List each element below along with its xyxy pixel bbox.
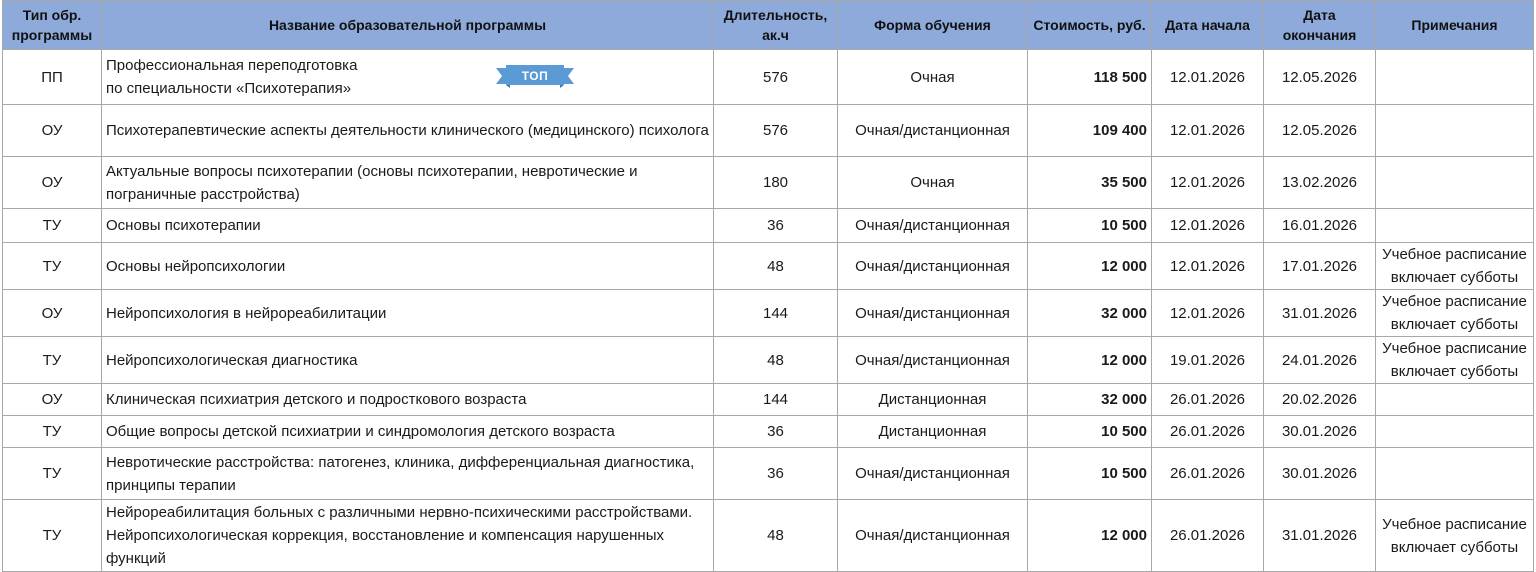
top-badge bbox=[496, 63, 574, 89]
program-name-cell bbox=[102, 50, 714, 105]
header-notes: Примечания bbox=[1376, 1, 1534, 50]
program-end-date: 30.01.2026 bbox=[1264, 416, 1376, 448]
program-start-date: 12.01.2026 bbox=[1152, 50, 1264, 105]
program-start-date: 12.01.2026 bbox=[1152, 209, 1264, 243]
program-price: 12 000 bbox=[1028, 243, 1152, 290]
program-price: 10 500 bbox=[1028, 416, 1152, 448]
program-note bbox=[1376, 290, 1534, 337]
program-form: Очная/дистанционная bbox=[838, 105, 1028, 157]
program-price: 10 500 bbox=[1028, 448, 1152, 500]
header-hours: Длительность, ак.ч bbox=[714, 1, 838, 50]
program-name: Клиническая психиатрия детского и подросткового возраста bbox=[102, 384, 714, 416]
program-name: Общие вопросы детской психиатрии и синдромология детского возраста bbox=[102, 416, 714, 448]
program-form: Дистанционная bbox=[838, 416, 1028, 448]
program-end-date: 30.01.2026 bbox=[1264, 448, 1376, 500]
program-name: Психотерапевтические аспекты деятельности клинического (медицинского) психолога bbox=[102, 105, 714, 157]
program-end-date: 13.02.2026 bbox=[1264, 157, 1376, 209]
table-row bbox=[3, 448, 1534, 500]
program-note-line: Учебное расписание bbox=[1382, 340, 1527, 357]
program-type: ТУ bbox=[3, 337, 102, 384]
program-hours: 144 bbox=[714, 290, 838, 337]
program-price: 118 500 bbox=[1028, 50, 1152, 105]
table-row bbox=[3, 157, 1534, 209]
program-note bbox=[1376, 337, 1534, 384]
program-form: Очная/дистанционная bbox=[838, 337, 1028, 384]
program-note bbox=[1376, 448, 1534, 500]
program-name: Основы нейропсихологии bbox=[102, 243, 714, 290]
program-form: Очная bbox=[838, 50, 1028, 105]
program-note-line: включает субботы bbox=[1390, 538, 1519, 556]
programs-table bbox=[2, 0, 1534, 572]
header-end: Дата окончания bbox=[1264, 1, 1376, 50]
program-form: Дистанционная bbox=[838, 384, 1028, 416]
header-start: Дата начала bbox=[1152, 1, 1264, 50]
program-type: ОУ bbox=[3, 157, 102, 209]
program-hours: 48 bbox=[714, 243, 838, 290]
program-price: 12 000 bbox=[1028, 500, 1152, 572]
program-note bbox=[1376, 209, 1534, 243]
program-note bbox=[1376, 105, 1534, 157]
program-price: 32 000 bbox=[1028, 384, 1152, 416]
program-end-date: 12.05.2026 bbox=[1264, 50, 1376, 105]
program-name: Основы психотерапии bbox=[102, 209, 714, 243]
program-hours: 36 bbox=[714, 209, 838, 243]
program-type: ТУ bbox=[3, 448, 102, 500]
program-note bbox=[1376, 384, 1534, 416]
table-row bbox=[3, 384, 1534, 416]
program-end-date: 31.01.2026 bbox=[1264, 290, 1376, 337]
table-row bbox=[3, 50, 1534, 105]
program-price: 12 000 bbox=[1028, 337, 1152, 384]
program-start-date: 19.01.2026 bbox=[1152, 337, 1264, 384]
program-form: Очная/дистанционная bbox=[838, 209, 1028, 243]
table-header-row bbox=[3, 1, 1534, 50]
table-row bbox=[3, 209, 1534, 243]
program-note-line: включает субботы bbox=[1390, 316, 1519, 333]
program-name-line: по специальности «Психотерапия» bbox=[106, 80, 352, 97]
program-hours: 144 bbox=[714, 384, 838, 416]
program-form: Очная/дистанционная bbox=[838, 448, 1028, 500]
program-form: Очная/дистанционная bbox=[838, 500, 1028, 572]
program-note-line: включает субботы bbox=[1390, 363, 1519, 380]
program-hours: 180 bbox=[714, 157, 838, 209]
program-name: Невротические расстройства: патогенез, клиника, дифференциальная диагностика, принципы терапии bbox=[102, 448, 714, 500]
program-type: ТУ bbox=[3, 209, 102, 243]
program-type: ОУ bbox=[3, 384, 102, 416]
program-price: 10 500 bbox=[1028, 209, 1152, 243]
top-badge-label: ТОП bbox=[521, 69, 549, 83]
program-name: Нейропсихология в нейрореабилитации bbox=[102, 290, 714, 337]
program-name: Нейрореабилитация больных с различными нервно-психическими расстройствами. Нейропсихологическая коррекция, восстановление и компенсация нарушенных функций bbox=[102, 500, 714, 572]
program-price: 109 400 bbox=[1028, 105, 1152, 157]
program-end-date: 17.01.2026 bbox=[1264, 243, 1376, 290]
header-type: Тип обр. программы bbox=[3, 1, 102, 50]
program-end-date: 12.05.2026 bbox=[1264, 105, 1376, 157]
table-row bbox=[3, 243, 1534, 290]
program-end-date: 31.01.2026 bbox=[1264, 500, 1376, 572]
program-type: ТУ bbox=[3, 416, 102, 448]
program-type: ОУ bbox=[3, 290, 102, 337]
program-note-line: Учебное расписание bbox=[1382, 293, 1527, 310]
program-end-date: 16.01.2026 bbox=[1264, 209, 1376, 243]
program-start-date: 12.01.2026 bbox=[1152, 105, 1264, 157]
program-price: 35 500 bbox=[1028, 157, 1152, 209]
program-hours: 36 bbox=[714, 448, 838, 500]
program-form: Очная/дистанционная bbox=[838, 243, 1028, 290]
program-start-date: 26.01.2026 bbox=[1152, 448, 1264, 500]
program-note-line: Учебное расписание bbox=[1382, 246, 1527, 263]
program-hours: 36 bbox=[714, 416, 838, 448]
program-start-date: 26.01.2026 bbox=[1152, 384, 1264, 416]
program-price: 32 000 bbox=[1028, 290, 1152, 337]
program-form: Очная bbox=[838, 157, 1028, 209]
program-end-date: 24.01.2026 bbox=[1264, 337, 1376, 384]
header-form: Форма обучения bbox=[838, 1, 1028, 50]
program-end-date: 20.02.2026 bbox=[1264, 384, 1376, 416]
program-note bbox=[1376, 416, 1534, 448]
program-type: ТУ bbox=[3, 500, 102, 572]
program-note bbox=[1376, 50, 1534, 105]
table-row bbox=[3, 290, 1534, 337]
program-type: ОУ bbox=[3, 105, 102, 157]
program-name: Нейропсихологическая диагностика bbox=[102, 337, 714, 384]
program-hours: 48 bbox=[714, 500, 838, 572]
program-start-date: 26.01.2026 bbox=[1152, 500, 1264, 572]
program-note bbox=[1376, 243, 1534, 290]
program-type: ТУ bbox=[3, 243, 102, 290]
table-row bbox=[3, 337, 1534, 384]
program-start-date: 12.01.2026 bbox=[1152, 243, 1264, 290]
table-row bbox=[3, 500, 1534, 572]
header-name: Название образовательной программы bbox=[102, 1, 714, 50]
header-price: Стоимость, руб. bbox=[1028, 1, 1152, 50]
program-hours: 48 bbox=[714, 337, 838, 384]
program-note-line: включает субботы bbox=[1390, 269, 1519, 286]
program-form: Очная/дистанционная bbox=[838, 290, 1028, 337]
program-name-line: Профессиональная переподготовка bbox=[106, 57, 358, 74]
program-start-date: 12.01.2026 bbox=[1152, 290, 1264, 337]
program-start-date: 26.01.2026 bbox=[1152, 416, 1264, 448]
program-hours: 576 bbox=[714, 105, 838, 157]
table-row bbox=[3, 105, 1534, 157]
program-type: ПП bbox=[3, 50, 102, 105]
program-note-line: Учебное расписание bbox=[1382, 515, 1527, 533]
program-hours: 576 bbox=[714, 50, 838, 105]
program-name: Актуальные вопросы психотерапии (основы психотерапии, невротические и пограничные расстройства) bbox=[102, 157, 714, 209]
program-note bbox=[1376, 157, 1534, 209]
program-start-date: 12.01.2026 bbox=[1152, 157, 1264, 209]
program-note bbox=[1376, 500, 1534, 572]
table-row bbox=[3, 416, 1534, 448]
